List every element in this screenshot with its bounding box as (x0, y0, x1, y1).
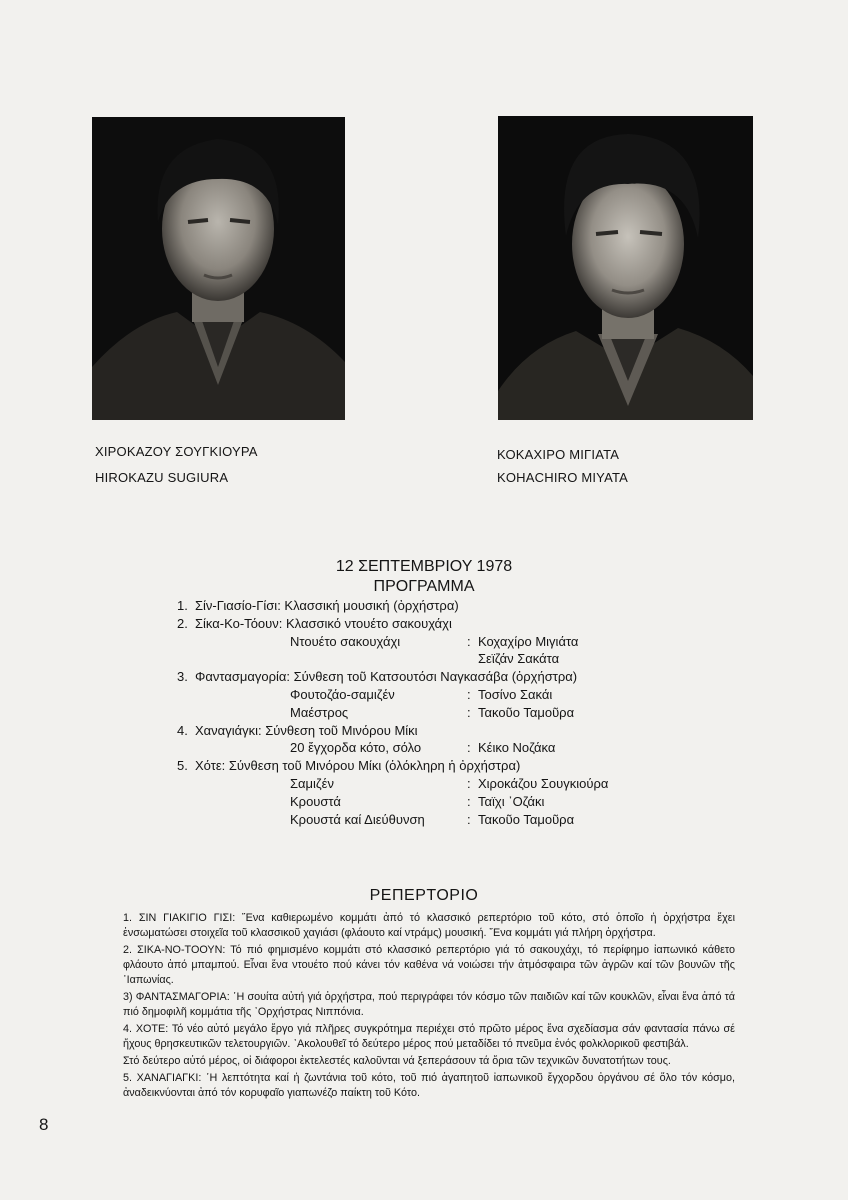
performer-name: Κοχαχίρο Μιγιάτα (478, 633, 579, 649)
performer-role: Ντουέτο σακουχάχι (290, 633, 401, 649)
caption-right-greek: ΚΟΚΑΧΙΡΟ ΜΙΓΙΑΤΑ (497, 447, 620, 462)
repertoire-paragraph: 3) ΦΑΝΤΑΣΜΑΓΟΡΙΑ: ῾Η σουίτα αὐτή γιά ὀρχήστρα, πού περιγράφει τόν κόσμο τῶν παιδιῶν καί τῶν κουκλῶν, εἶναι ἕνα ἀπό τά πιό δημοφιλῆ κομμάτια τῆς ᾿Ορχήστρας Νιππόνια. (123, 991, 735, 1018)
repertoire-paragraph: 1. ΣΙΝ ΓΙΑΚΙΓΙΟ ΓΙΣΙ: ῞Ενα καθιερωμένο κομμάτι ἀπό τό κλασσικό ρεπερτόριο τοῦ κότο, στό ὁποῖο ἡ ὀρχήστρα ἔχει ἐνσωματώσει στοιχεῖα τοῦ κλασσικοῦ χαγιάσι (φλάουτο καί ντράμς) μουσική. ῞Ενα κομμάτι γιά πλήρη ὀρχήστρα. (123, 912, 735, 939)
repertoire-paragraph: Στό δεύτερο αὐτό μέρος, οἱ διάφοροι ἐκτελεστές καλοῦνται νά ξεπεράσουν τά ὅρια τῶν τεχνικῶν δυνατοτήτων τους. (123, 1055, 671, 1067)
performer-name: Τοσίνο Σακάι (478, 686, 553, 702)
caption-left-greek: ΧΙΡΟΚΑΖΟΥ ΣΟΥΓΚΙΟΥΡΑ (95, 444, 258, 459)
portrait-photo-miyata (498, 116, 753, 420)
item-title: Φαντασμαγορία: Σύνθεση τοῦ Κατσουτόσι Ναγκασάβα (ὀρχήστρα) (195, 669, 578, 685)
separator: : (467, 704, 471, 720)
performer-name: Χιροκάζου Σουγκιούρα (478, 775, 609, 791)
performer-role: Σαμιζέν (290, 775, 334, 791)
separator: : (467, 775, 471, 791)
program-list (177, 597, 677, 828)
item-number: 5. (177, 758, 188, 774)
performer-role: Κρουστά (290, 793, 341, 809)
page-number: 8 (39, 1115, 49, 1134)
caption-left-latin: HIROKAZU SUGIURA (95, 470, 229, 485)
program-item (177, 757, 677, 775)
performer-row (177, 650, 677, 668)
performer-name: Ταϊχι ᾿Οζάκι (478, 793, 545, 809)
repertoire-paragraph: 2. ΣΙΚΑ-ΝΟ-ΤΟΟΥΝ: Τό πιό φημισμένο κομμάτι στό κλασσικό ρεπερτόριο γιά τό σακουχάχι, τό περίφημο ἰαπωνικό κάθετο φλάουτο ἀπό μπαμπού. Εἶναι ἕνα ντουέτο πού κάνει τόν καθένα νά νοιώσει τήν ἀτμόσφαιρα τῶν ἀγρῶν καί τῶν βουνῶν τῆς ᾿Ιαπωνίας. (123, 944, 735, 986)
performer-row (177, 793, 677, 811)
caption-right-latin: KOHACHIRO MIYATA (497, 470, 629, 485)
program-item (177, 615, 677, 633)
portrait-photo-icon (92, 117, 345, 420)
performer-row (177, 633, 677, 651)
performer-row (177, 739, 677, 757)
item-title: Σίκα-Κο-Τόουν: Κλασσικό ντουέτο σακουχάχι (195, 615, 452, 631)
performer-row (177, 704, 677, 722)
separator: : (467, 793, 471, 809)
separator: : (467, 686, 471, 702)
performer-role: Κρουστά καί Διεύθυνση (290, 811, 425, 827)
item-number: 1. (177, 598, 188, 613)
performer-name: Τακοῦο Ταμοῦρα (478, 704, 575, 720)
program-item (177, 597, 677, 615)
concert-date: 12 ΣΕΠΤΕΜΒΡΙΟΥ 1978 (335, 558, 513, 575)
item-title: Σίν-Γιασίο-Γίσι: Κλασσική μουσική (ὀρχήστρα) (195, 598, 459, 613)
separator: : (467, 811, 471, 827)
program-item (177, 668, 677, 686)
performer-row (177, 811, 677, 829)
item-number: 4. (177, 722, 188, 738)
item-title: Χότε: Σύνθεση τοῦ Μινόρου Μίκι (ὁλόκληρη ἡ ὀρχήστρα) (195, 758, 521, 774)
program-item (177, 722, 677, 740)
performer-name: Σεϊζάν Σακάτα (478, 651, 560, 667)
performer-name: Τακοῦο Ταμοῦρα (478, 811, 575, 827)
performer-row (177, 686, 677, 704)
separator: : (467, 633, 471, 649)
performer-role: 20 ἔγχορδα κότο, σόλο (290, 740, 422, 756)
repertoire-title: ΡΕΠΕΡΤΟΡΙΟ (369, 887, 479, 904)
program-title: ΠΡΟΓΡΑΜΜΑ (373, 578, 475, 595)
item-number: 2. (177, 615, 188, 631)
performer-row (177, 775, 677, 793)
item-title: Χαναγιάγκι: Σύνθεση τοῦ Μινόρου Μίκι (195, 722, 418, 738)
performer-role: Μαέστρος (290, 704, 349, 720)
portrait-photo-icon (498, 116, 753, 420)
item-number: 3. (177, 669, 188, 685)
performer-name: Κέικο Νοζάκα (478, 740, 556, 756)
repertoire-paragraph: 5. ΧΑΝΑΓΙΑΓΚΙ: ῾Η λεπτότητα καί ἡ ζωντάνια τοῦ κότο, τοῦ πιό ἀγαπητοῦ ἰαπωνικοῦ ἔγχορδου ὀργάνου σέ ὅλο τόν κόσμο, ἀναδεικνύονται ἀπό τόν κορυφαῖο γιαπωνέζο παίκτη τοῦ Κότο. (123, 1072, 735, 1099)
performer-role: Φουτοζάο-σαμιζέν (290, 686, 395, 702)
portrait-photo-sugiura (92, 117, 345, 420)
repertoire-paragraph: 4. ΧΟΤΕ: Τό νέο αὐτό μεγάλο ἔργο γιά πλῆρες συγκρότημα περιέχει στό πρῶτο μέρος ἕνα σχεδίασμα σάν φαντασία πάνω σέ ἤχους θρησκευτικῶν τελετουργιῶν. ᾿Ακολουθεῖ τό δεύτερο μέρος πού μεταδίδει τό πνεῦμα ἑνός φολκλορικοῦ φεστιβάλ. (123, 1023, 735, 1050)
repertoire-text (123, 911, 735, 1103)
separator: : (467, 740, 471, 756)
